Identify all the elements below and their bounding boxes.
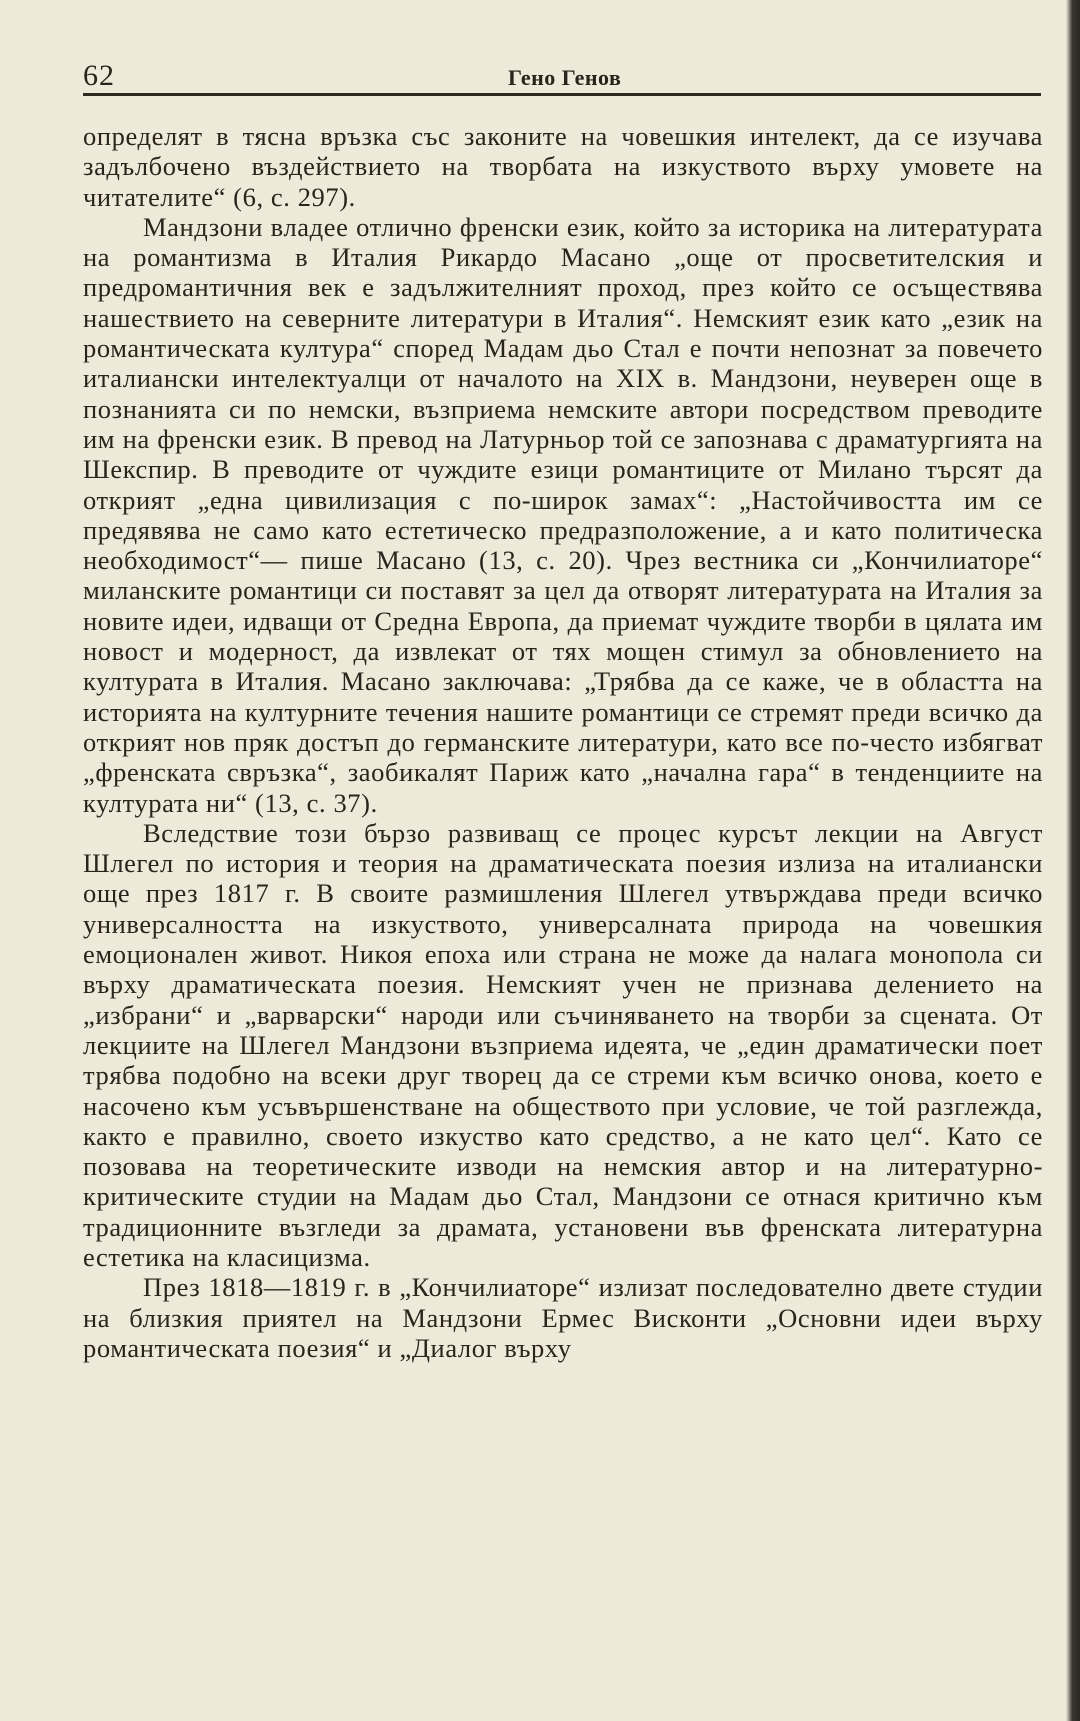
paragraph-conciliatore-1818: През 1818—1819 г. в „Кончилиаторе“ излизат последователно двете студии на близкия приятел на Мандзони Ермес Висконти „Основни идеи върху романтическата поезия“ и „Диалог върху bbox=[83, 1272, 1043, 1363]
paragraph-schlegel-lectures: Вследствие този бързо развиващ се процес курсът лекции на Август Шлегел по история и теория на драматическата поезия излиза на италиански още през 1817 г. В своите размишления Шлегел утвърждава преди всичко универсалността на изкуството, универсалната природа на човешкия емоционален живот. Никоя епоха или страна не може да налага монопола си върху драматическата поезия. Немският учен не признава делението на „избрани“ и „варварски“ народи или съчиняването на творби за сцената. От лекциите на Шлегел Мандзони възприема идеята, че „един драматически поет трябва подобно на всеки друг творец да се стреми към всичко онова, което е насочено към усъвършенстване на обществото при условие, че той разглежда, както е правилно, своето изкуство като средство, а не като цел“. Като се позовава на теоретическите изводи на немския автор и на литературно-критическите студии на Мадам дьо Стал, Мандзони се отнася критично към традиционните възгледи за драмата, установени във френската литературна естетика на класицизма. bbox=[83, 817, 1043, 1272]
paragraph-continuation: определят в тясна връзка със законите на човешкия интелект, да се изучава задълбочено въздействието на творбата на изкуството върху умовете на читателите“ (6, с. 297). bbox=[83, 121, 1043, 212]
body-text bbox=[83, 121, 1043, 1363]
paragraph-manzoni-french: Мандзони владее отлично френски език, който за историка на литературата на романтизма в Италия Рикардо Масано „още от просветителския и предромантичния век е задължителният проход, през който се осъществява нашествието на северните литератури в Италия“. Немският език като „език на романтическата култура“ според Мадам дьо Стал е почти непознат за повечето италиански интелектуалци от началото на XIX в. Мандзони, неуверен още в познанията си по немски, възприема немските автори посредством преводите им на френски език. В превод на Латурньор той се запознава с драматургията на Шекспир. В преводите от чуждите езици романтиците от Милано търсят да открият „една цивилизация с по-широк замах“: „Настойчивостта им се предявява не само като естетическо предразположение, а и като политическа необходимост“— пише Масано (13, с. 20). Чрез вестника си „Кончилиаторе“ миланските романтици си поставят за цел да отворят литературата на Италия за новите идеи, идващи от Средна Европа, да приемат чуждите творби в цялата им новост и модерност, да извлекат от тях мощен стимул за обновлението на културата в Италия. Масано заключава: „Трябва да се каже, че в областта на историята на културните течения нашите романтици се стремят преди всичко да открият нов пряк достъп до германските литератури, като все по-често избягват „френската свръзка“, заобикалят Париж като „начална гара“ в тенденциите на културата ни“ (13, с. 37). bbox=[83, 211, 1043, 818]
page-edge-shadow bbox=[1066, 0, 1080, 1721]
page-header bbox=[83, 58, 1043, 98]
page-number: 62 bbox=[83, 59, 115, 92]
running-head: Гено Генов bbox=[508, 65, 622, 90]
header-rule bbox=[83, 93, 1041, 96]
